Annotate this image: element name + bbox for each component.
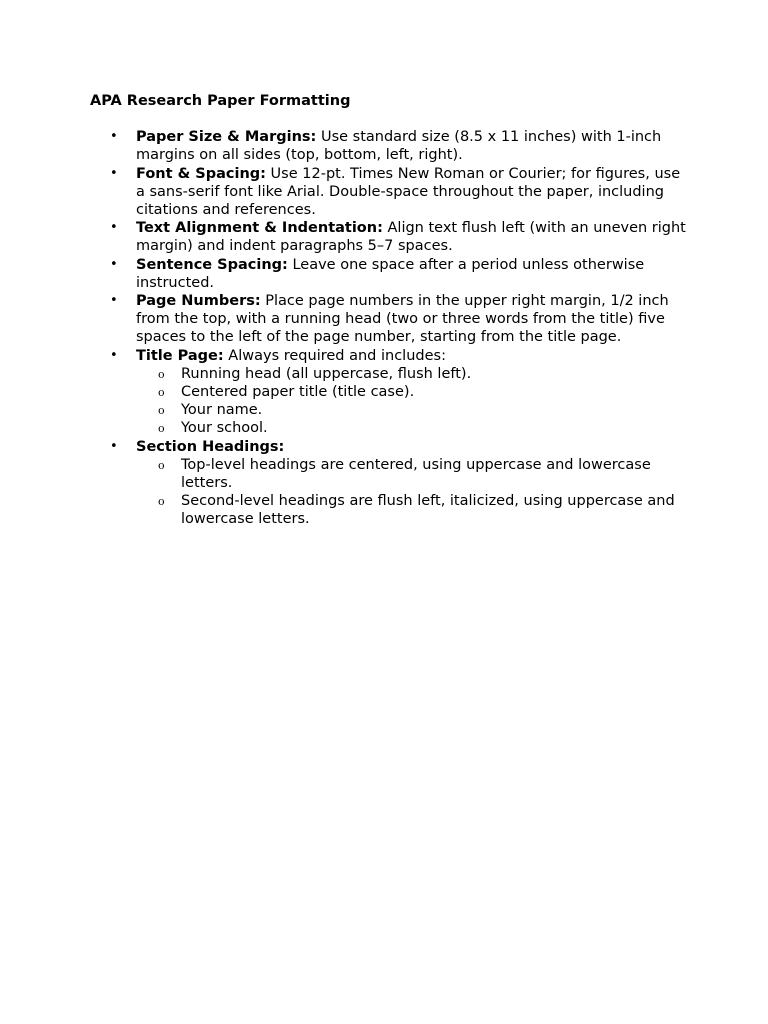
list-item-title-page bbox=[90, 347, 690, 438]
bullet-icon: • bbox=[110, 438, 118, 454]
section-headings-sublist bbox=[136, 456, 690, 529]
formatting-rules-list bbox=[90, 128, 690, 528]
sub-bullet-icon: o bbox=[158, 422, 165, 436]
sub-item-text: Centered paper title (title case). bbox=[181, 384, 415, 401]
item-label: Title Page: bbox=[136, 347, 224, 364]
bullet-icon: • bbox=[110, 347, 118, 363]
bullet-icon: • bbox=[110, 293, 118, 309]
sub-bullet-icon: o bbox=[158, 495, 165, 509]
item-text: Always required and includes: bbox=[223, 347, 446, 364]
sub-list-item bbox=[136, 456, 690, 492]
sub-item-text: Running head (all uppercase, flush left). bbox=[181, 365, 472, 382]
item-text: Align text flush left (with an uneven right margin) and indent paragraphs 5–7 spaces. bbox=[136, 220, 686, 255]
sub-item-text: Your school. bbox=[181, 420, 268, 437]
sub-list-item bbox=[136, 401, 690, 419]
sub-bullet-icon: o bbox=[158, 367, 165, 381]
item-text: Leave one space after a period unless otherwise instructed. bbox=[136, 256, 645, 291]
list-item-paper-size bbox=[90, 128, 690, 164]
sub-item-text: Your name. bbox=[181, 402, 263, 419]
bullet-icon: • bbox=[110, 129, 118, 145]
item-label: Section Headings: bbox=[136, 438, 285, 455]
sub-bullet-icon: o bbox=[158, 458, 165, 472]
item-text: Use standard size (8.5 x 11 inches) with 1-inch margins on all sides (top, bottom, left, right). bbox=[136, 129, 662, 164]
item-label: Paper Size & Margins: bbox=[136, 129, 317, 146]
sub-bullet-icon: o bbox=[158, 404, 165, 418]
item-label: Text Alignment & Indentation: bbox=[136, 220, 383, 237]
item-label: Sentence Spacing: bbox=[136, 256, 288, 273]
item-text: Place page numbers in the upper right margin, 1/2 inch from the top, with a running head (two or three words from the title) five spaces to the left of the page number, starting from the title page. bbox=[136, 293, 669, 346]
document-title: APA Research Paper Formatting bbox=[90, 93, 351, 109]
sub-item-text: Top-level headings are centered, using uppercase and lowercase letters. bbox=[181, 456, 651, 492]
item-text: Use 12-pt. Times New Roman or Courier; for figures, use a sans-serif font like Arial. Double-space throughout the paper, including citations and references. bbox=[136, 165, 681, 219]
list-item-section-headings bbox=[90, 438, 690, 529]
sub-list-item bbox=[136, 419, 690, 437]
list-item-text-alignment bbox=[90, 219, 690, 255]
document-page bbox=[90, 92, 690, 529]
item-label: Font & Spacing: bbox=[136, 165, 266, 182]
list-item-font-spacing bbox=[90, 165, 690, 220]
list-item-sentence-spacing bbox=[90, 256, 690, 292]
bullet-icon: • bbox=[110, 165, 118, 181]
sub-list-item bbox=[136, 383, 690, 401]
bullet-icon: • bbox=[110, 256, 118, 272]
list-item-page-numbers bbox=[90, 292, 690, 347]
sub-item-text: Second-level headings are flush left, italicized, using uppercase and lowercase letters. bbox=[181, 493, 675, 528]
title-page-sublist bbox=[136, 365, 690, 438]
sub-list-item bbox=[136, 365, 690, 383]
sub-list-item bbox=[136, 492, 690, 528]
bullet-icon: • bbox=[110, 220, 118, 236]
item-label: Page Numbers: bbox=[136, 293, 261, 310]
sub-bullet-icon: o bbox=[158, 386, 165, 400]
